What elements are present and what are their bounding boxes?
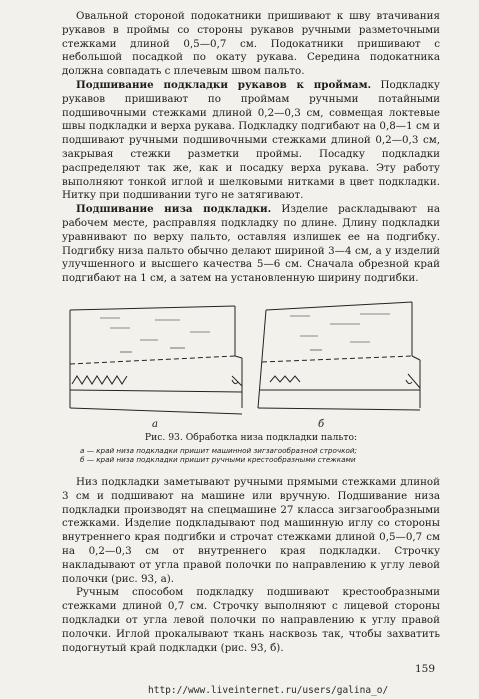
paragraph-3 — [62, 203, 440, 286]
watermark-url: http://www.liveinternet.ru/users/galina_o/ — [148, 685, 389, 696]
bottom-text-block — [62, 476, 440, 655]
legend-item-a: а — край низа подкладки пришит машинной зигзагообразной строчкой; — [80, 446, 357, 455]
paragraph-2 — [62, 79, 440, 203]
figure-legend — [80, 446, 430, 464]
panel-b-label: б — [318, 419, 325, 430]
paragraph-3-body: Изделие раскладывают на рабочем месте, расправляя подкладку по длине. Длину подкладки уравнивают по верху пальто, оставляя излишек ее на подгибку. Подгибку низа пальто обычно делают шириной 3—4 см, а у изделий улучшенного и высшего качества 5—6 см. Сначала обрезной край подгибают на 1 см, а затем на установленную ширину подгибки. — [62, 203, 440, 285]
figure-panel-a — [70, 306, 242, 414]
figure-panel-b — [258, 302, 420, 410]
legend-item-b: б — край низа подкладки пришит ручными крестообразными стежками — [80, 455, 356, 464]
paragraph-4: Низ подкладки заметывают ручными прямыми стежками длиной 3 см и подшивают на машине или вручную. Подшивание низа подкладки производят на спецмашине 27 класса зигзагообразными стежками. Изделие подкладывают под машинную иглу со стороны внутреннего края подгибки и строчат стежками длиной 0,5—0,7 см на 0,2—0,3 см от внутреннего края подкладки. Строчку накладывают от угла правой полочки по направлению к углу левой полочки (рис. 93, а). — [62, 476, 440, 585]
panel-a-label: а — [152, 419, 158, 430]
paragraph-5: Ручным способом подкладку подшивают крестообразными стежками длиной 0,7 см. Строчку выполняют с лицевой стороны подкладки от угла левой полочки по направлению к углу правой полочки. Иглой прокалывают ткань насквозь так, чтобы захватить подогнутый край подкладки (рис. 93, б). — [62, 586, 440, 654]
figure-caption: Рис. 93. Обработка низа подкладки пальто: — [144, 432, 358, 443]
paragraph-2-heading: Подшивание подкладки рукавов к проймам. — [76, 78, 372, 91]
paragraph-1: Овальной стороной подокатники пришивают к шву втачивания рукавов в проймы со стороны рукавов ручными разметочными стежками длиной 0,5—0,7 см. Подокатники пришивают с небольшой посадкой по окату рукава. Середина подокатника должна совпадать с плечевым швом пальто. — [62, 10, 440, 78]
paragraph-2-body: Подкладку рукавов пришивают по проймам ручными потайными подшивочными стежками длиной 0,2—0,3 см, совмещая локтевые швы подкладки и верха рукава. Подкладку подгибают на 0,8—1 см и подшивают ручными подшивочными стежками длиной 0,2—0,3 см, закрывая стежки разметки проймы. Посадку подкладки распределяют так же, как и посадку верха рукава. Эту работу выполняют тонкой иглой и шелковыми нитками в цвет подкладки. Нитку при подшивании туго не затягивают. — [62, 78, 440, 202]
top-text-block — [62, 10, 440, 286]
page-number: 159 — [415, 663, 436, 675]
paragraph-3-heading: Подшивание низа подкладки. — [76, 203, 272, 216]
figure-93-illustration — [60, 296, 442, 446]
